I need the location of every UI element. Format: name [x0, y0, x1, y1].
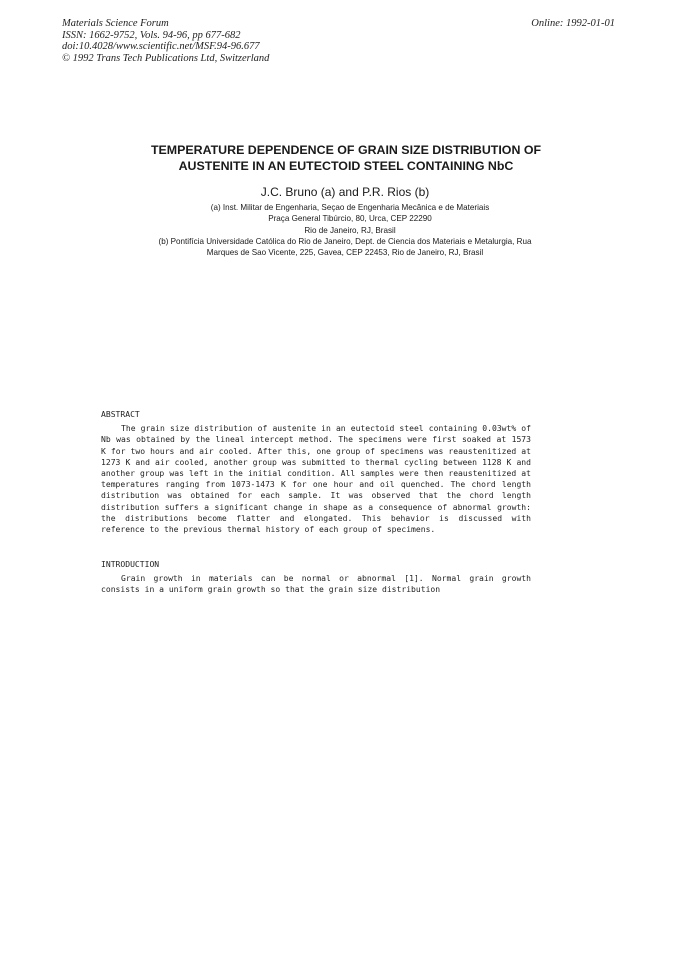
doi-line: doi:10.4028/www.scientific.net/MSF.94-96.677	[62, 41, 260, 52]
affiliation-line: (a) Inst. Militar de Engenharia, Seçao de Engenharia Mecânica e de Materiais	[210, 203, 490, 212]
abstract-heading: ABSTRACT	[101, 410, 140, 419]
publication-info	[62, 18, 269, 64]
title-block	[0, 142, 678, 258]
issn-line: ISSN: 1662-9752, Vols. 94-96, pp 677-682	[62, 29, 241, 41]
copyright-line: © 1992 Trans Tech Publications Ltd, Switzerland	[62, 52, 270, 64]
title-line-1: TEMPERATURE DEPENDENCE OF GRAIN SIZE DISTRIBUTION OF	[150, 143, 542, 157]
introduction-text: Grain growth in materials can be normal or abnormal [1]. Normal grain growth consists in a uniform grain growth so that the grain size distribution	[101, 574, 531, 595]
affiliation-line: Marques de Sao Vicente, 225, Gavea, CEP 22453, Rio de Janeiro, RJ, Brasil	[206, 248, 484, 258]
abstract-text: The grain size distribution of austenite in an eutectoid steel containing 0.03wt% of Nb was obtained by the lineal intercept method. The specimens were first soaked at 1573 K for two hours and air cooled. After this, one group of specimens was reaustenitized at 1273 K and air cooled, another group was submitted to thermal cycling between 1128 K and another group was left in the initial condition. All samples were then reaustenitized at temperatures ranging from 1073-1473 K for one hour and oil quenched. The chord length distribution was obtained for each sample. It was observed that the chord length distribution suffers a significant change in shape as a consequence of abnormal growth: the distributions become flatter and elongated. This behavior is discussed with reference to the previous thermal history of each group of specimens.	[101, 424, 531, 535]
introduction-heading: INTRODUCTION	[101, 560, 160, 569]
journal-name: Materials Science Forum	[62, 18, 169, 29]
affiliation-b	[0, 236, 678, 259]
online-date: Online: 1992-01-01	[531, 18, 615, 29]
affiliation-line: (b) Pontifícia Universidade Católica do Rio de Janeiro, Dept. de Ciencia dos Materiais e Metalurgia, Rua	[158, 236, 532, 246]
title-line-2: AUSTENITE IN AN EUTECTOID STEEL CONTAINING NbC	[178, 159, 514, 173]
affiliation-line: Praça General Tibúrcio, 80, Urca, CEP 22290	[268, 214, 432, 224]
affiliation-a	[0, 202, 678, 236]
paper-title	[0, 142, 678, 174]
introduction-section	[101, 559, 531, 596]
authors: J.C. Bruno (a) and P.R. Rios (b)	[260, 185, 430, 199]
affiliation-line: Rio de Janeiro, RJ, Brasil	[304, 225, 396, 235]
abstract-section	[101, 409, 531, 535]
